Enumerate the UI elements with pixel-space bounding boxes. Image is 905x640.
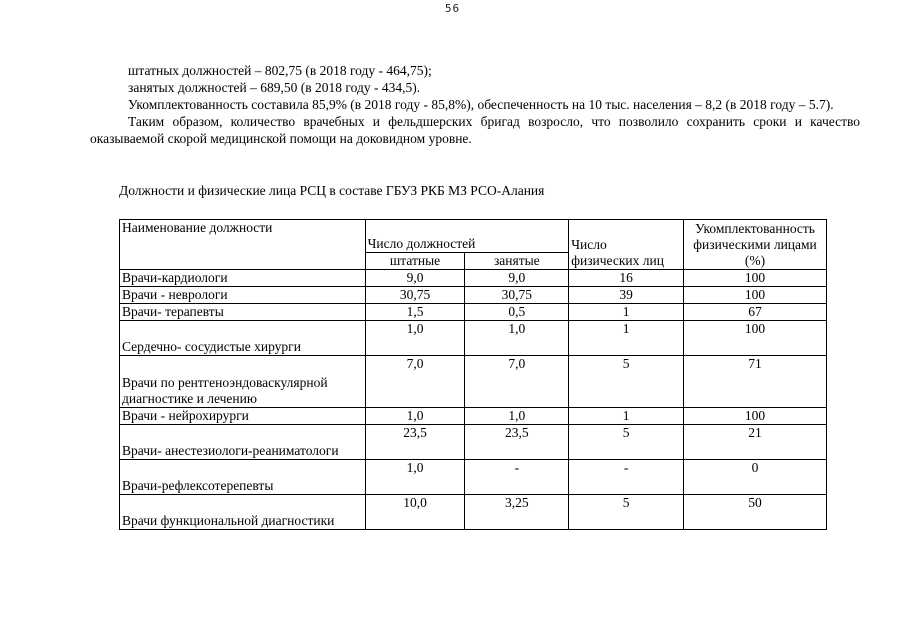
position-cell: Врачи - неврологи [120,287,366,304]
staff-cell: 30,75 [365,287,465,304]
percent-cell: 71 [684,356,827,408]
page-number: 56 [444,2,461,15]
persons-cell: 1 [569,408,684,425]
position-cell: Врачи - нейрохирурги [120,408,366,425]
paragraph: Укомплектованность составила 85,9% (в 2018 году - 85,8%), обеспеченность на 10 тыс. населения – 8,2 (в 2018 году – 5.7). [128,97,834,112]
header-staffing-line-2: физическими лицами [693,237,817,252]
percent-cell: 100 [684,287,827,304]
position-cell: Сердечно- сосудистые хирурги [120,321,366,356]
header-persons [569,220,684,270]
staff-cell: 23,5 [365,425,465,460]
percent-cell: 100 [684,321,827,356]
occupied-cell: 1,0 [465,408,569,425]
persons-cell: 39 [569,287,684,304]
table-row [120,460,827,495]
position-cell: Врачи по рентгеноэндоваскулярной диагностике и лечению [120,356,366,408]
staffing-table [119,219,827,530]
persons-cell: 5 [569,495,684,530]
persons-cell: 1 [569,321,684,356]
paragraph: Таким образом, количество врачебных и фельдшерских бригад возросло, что позволило сохранить сроки и качество оказываемой скорой медицинской помощи на доковидном уровне. [90,114,860,146]
paragraph: штатных должностей – 802,75 (в 2018 году - 464,75); [128,63,432,78]
header-staffing [684,220,827,270]
staff-cell: 1,0 [365,460,465,495]
header-staffing-line-3: (%) [744,253,766,268]
staff-cell: 9,0 [365,270,465,287]
occupied-cell: 23,5 [465,425,569,460]
table-row [120,425,827,460]
body-text [90,62,860,147]
percent-cell: 0 [684,460,827,495]
position-cell: Врачи- терапевты [120,304,366,321]
table-row [120,495,827,530]
position-cell: Врачи- анестезиологи-реаниматологи [120,425,366,460]
header-persons-line-1: Число [571,237,607,252]
table-row [120,408,827,425]
occupied-cell: 30,75 [465,287,569,304]
header-row [120,220,827,253]
table-row [120,356,827,408]
percent-cell: 50 [684,495,827,530]
occupied-cell: 7,0 [465,356,569,408]
table-row [120,321,827,356]
header-staff: штатные [365,253,465,270]
staff-cell: 1,0 [365,408,465,425]
persons-cell: 5 [569,425,684,460]
header-position: Наименование должности [120,220,366,270]
position-cell: Врачи функциональной диагностики [120,495,366,530]
header-staffing-line-1: Укомплектованность [695,221,815,236]
staff-cell: 1,5 [365,304,465,321]
table-row [120,270,827,287]
header-persons-line-2: физических лиц [571,253,664,268]
table-row [120,304,827,321]
percent-cell: 21 [684,425,827,460]
table-row [120,287,827,304]
persons-cell: 1 [569,304,684,321]
paragraph: занятых должностей – 689,50 (в 2018 году - 434,5). [128,80,421,95]
staff-cell: 1,0 [365,321,465,356]
persons-cell: - [569,460,684,495]
header-occupied: занятые [465,253,569,270]
position-cell: Врачи-кардиологи [120,270,366,287]
table-caption: Должности и физические лица РСЦ в составе ГБУЗ РКБ МЗ РСО-Алания [119,183,545,198]
occupied-cell: - [465,460,569,495]
occupied-cell: 0,5 [465,304,569,321]
persons-cell: 16 [569,270,684,287]
occupied-cell: 9,0 [465,270,569,287]
occupied-cell: 1,0 [465,321,569,356]
occupied-cell: 3,25 [465,495,569,530]
position-cell: Врачи-рефлексотерепевты [120,460,366,495]
percent-cell: 100 [684,270,827,287]
staff-cell: 7,0 [365,356,465,408]
percent-cell: 67 [684,304,827,321]
header-positions-count: Число должностей [365,220,569,253]
percent-cell: 100 [684,408,827,425]
staff-cell: 10,0 [365,495,465,530]
persons-cell: 5 [569,356,684,408]
